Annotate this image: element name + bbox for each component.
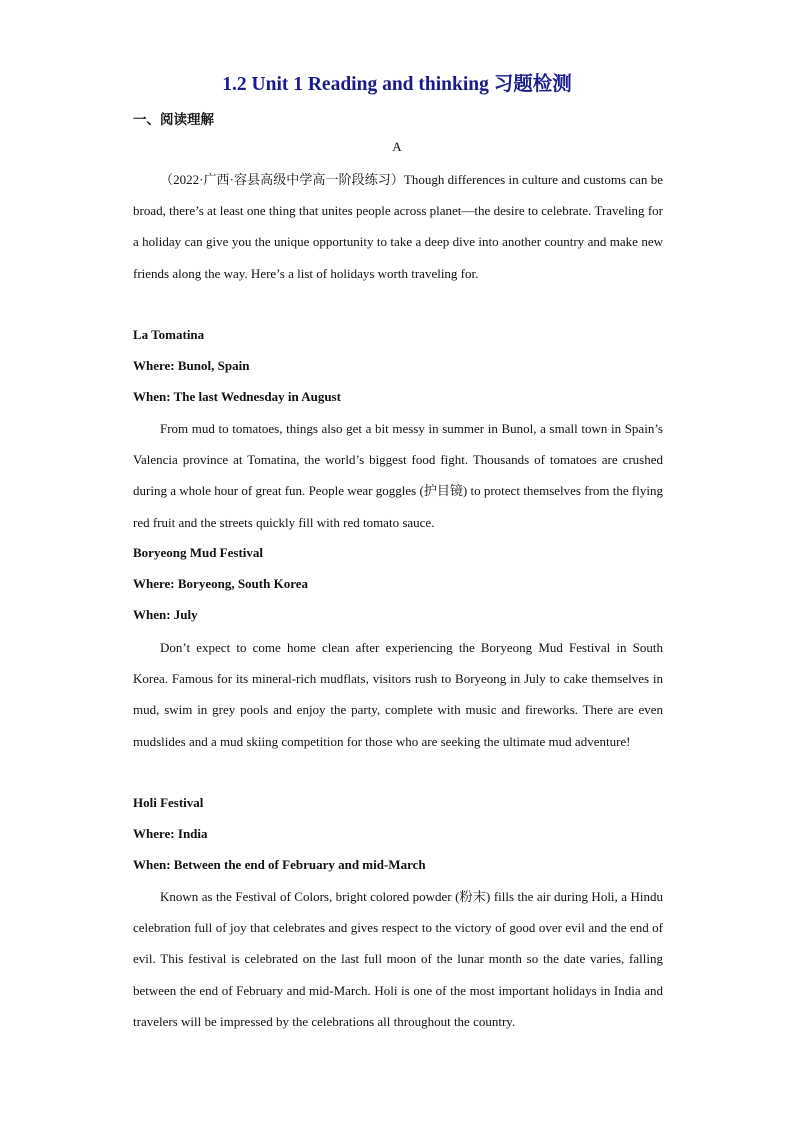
festival-name: La Tomatina xyxy=(133,327,205,342)
section-heading: 一、阅读理解 xyxy=(133,112,214,127)
festival-where: Where: Boryeong, South Korea xyxy=(133,576,309,591)
festival-when: When: The last Wednesday in August xyxy=(133,389,341,404)
festival-description: From mud to tomatoes, things also get a bit messy in summer in Bunol, a small town in Spain’s Valencia province at Tomatina, the world’s biggest food fight. Thousands of tomatoes are crushed during a whole hour of great fun. People wear goggles (护目镜) to protect themselves from the flying red fruit and the streets quickly fill with red tomato sauce. xyxy=(133,421,663,530)
page-title: 1.2 Unit 1 Reading and thinking 习题检测 xyxy=(222,74,572,95)
intro-paragraph: （2022·广西·容县高级中学高一阶段练习）Though differences in culture and customs can be broad, there’s at least one thing that unites people across planet—the desire to celebrate. Traveling for a holiday can give you the unique opportunity to take a deep dive into another country and make new friends along the way. Here’s a list of holidays worth traveling for. xyxy=(133,172,663,281)
festival-when: When: July xyxy=(133,607,198,622)
festival-where: Where: Bunol, Spain xyxy=(133,358,250,373)
passage-label: A xyxy=(392,139,402,154)
festival-name: Boryeong Mud Festival xyxy=(133,545,263,560)
festival-description: Known as the Festival of Colors, bright colored powder (粉末) fills the air during Holi, a Hindu celebration full of joy that celebrates and gives respect to the victory of good over evil and the end of evil. This festival is celebrated on the last full moon of the lunar month so the date varies, falling between the end of February and mid-March. Holi is one of the most important holidays in India and travelers will be impressed by the celebrations all throughout the country. xyxy=(133,889,663,1029)
festival-where: Where: India xyxy=(133,826,208,841)
festival-description: Don’t expect to come home clean after experiencing the Boryeong Mud Festival in South Korea. Famous for its mineral-rich mudflats, visitors rush to Boryeong in July to cake themselves in mud, swim in grey pools and enjoy the party, complete with music and fireworks. There are even mudslides and a mud skiing competition for those who are seeking the ultimate mud adventure! xyxy=(133,640,663,749)
festival-name: Holi Festival xyxy=(133,795,204,810)
festival-when: When: Between the end of February and mid-March xyxy=(133,857,426,872)
